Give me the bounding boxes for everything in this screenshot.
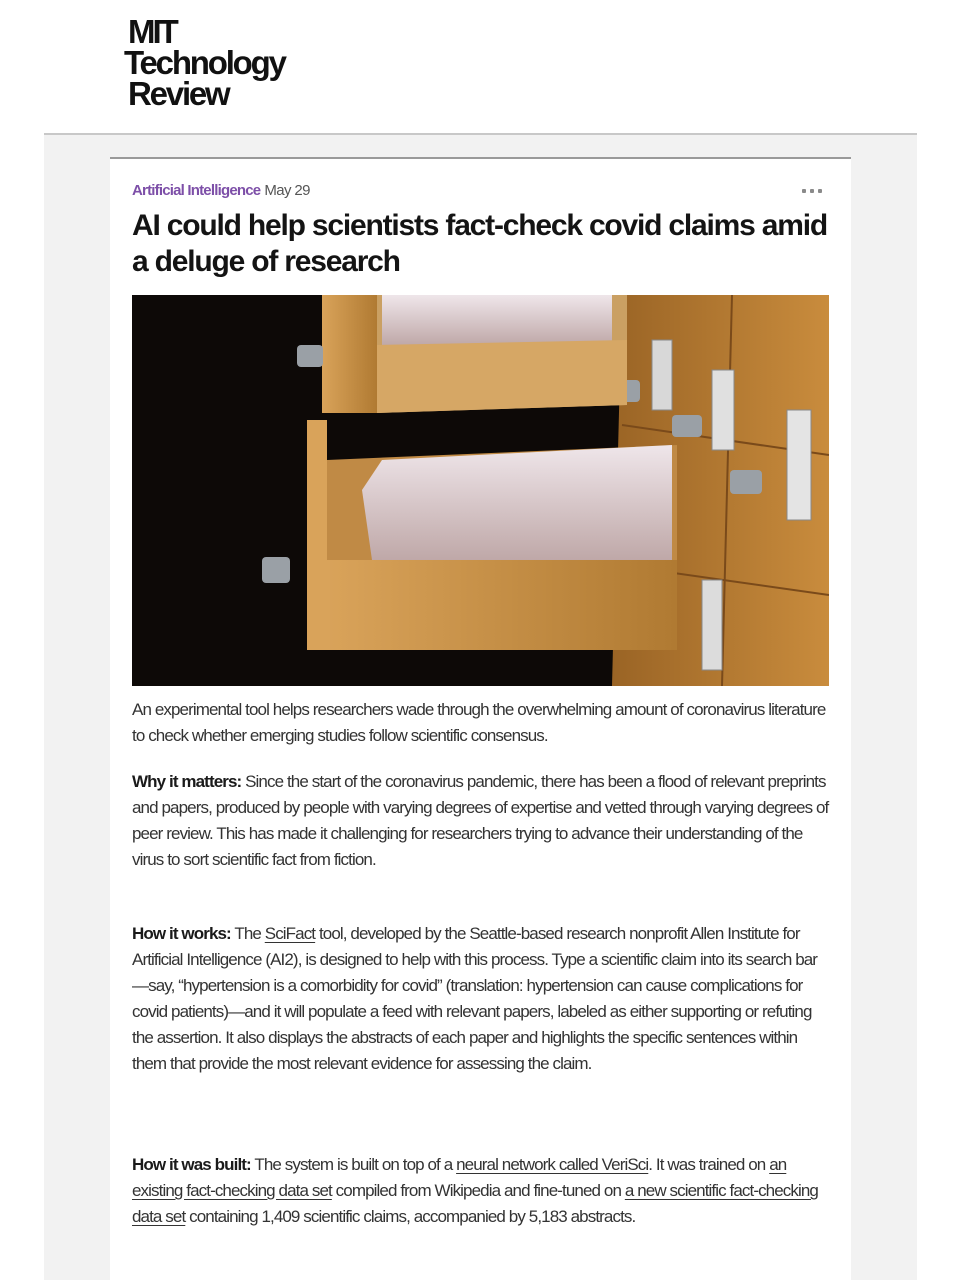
card-catalog-illustration (132, 295, 829, 686)
article-meta (132, 182, 310, 199)
logo-line-3: Review (128, 75, 229, 112)
logo-line-1: MIT (128, 13, 176, 50)
article-title: AI could help scientists fact-check covid claims amid a deluge of research (132, 209, 827, 278)
section-text: The system is built on top of a (250, 1155, 457, 1174)
scifact-link[interactable]: SciFact (264, 924, 316, 943)
section-text: tool, developed by the Seattle-based research nonprofit Allen Institute for Artificial Intelligence (AI2), is designed to help with this process. Type a scientific claim into its search bar—say, “hypertension is a comorbidity for covid” (translation: hypertension can cause complications for covid patients)—and it will populate a feed with relevant papers, labeled as either supporting or refuting the assertion. It also displays the abstracts of each paper and highlights the specific sentences within them that provide the most relevant evidence for assessing the claim. (132, 924, 818, 1073)
article-dek: An experimental tool helps researchers wade through the overwhelming amount of coronavirus literature to check whether emerging studies follow scientific consensus. (132, 700, 826, 745)
existing-data-set-link[interactable]: an existing fact-checking data set (132, 1155, 787, 1200)
category-link[interactable]: Artificial Intelligence (132, 182, 261, 199)
hero-image (132, 295, 829, 686)
site-header (0, 0, 960, 134)
verisci-link[interactable]: neural network called VeriSci (456, 1155, 649, 1174)
section-text: . It was trained on (648, 1155, 770, 1174)
section-how-it-works (132, 921, 832, 1077)
section-how-it-was-built (132, 1152, 832, 1230)
more-options-button[interactable] (802, 184, 830, 198)
ellipsis-icon (802, 189, 806, 193)
section-text: containing 1,409 scientific claims, accompanied by 5,183 abstracts. (185, 1207, 636, 1226)
section-label: How it was built: (132, 1155, 251, 1174)
ellipsis-icon (810, 189, 814, 193)
logo-line-2: Technology (124, 44, 285, 81)
section-text: Since the start of the coronavirus pandemic, there has been a flood of relevant preprints and papers, produced by people with varying degrees of expertise and vetted through varying degrees of peer review. This has made it challenging for researchers trying to advance their understanding of the virus to sort scientific fact from fiction. (132, 772, 829, 869)
section-label: Why it matters: (132, 772, 242, 791)
scientific-data-set-link[interactable]: a new scientific fact-checking data set (132, 1181, 818, 1226)
section-text: The (230, 924, 265, 943)
section-label: How it works: (132, 924, 231, 943)
publish-date: May 29 (264, 182, 310, 199)
section-why-it-matters (132, 769, 832, 873)
ellipsis-icon (818, 189, 822, 193)
mit-technology-review-logo[interactable] (124, 13, 285, 112)
section-text: compiled from Wikipedia and fine-tuned on (331, 1181, 625, 1200)
